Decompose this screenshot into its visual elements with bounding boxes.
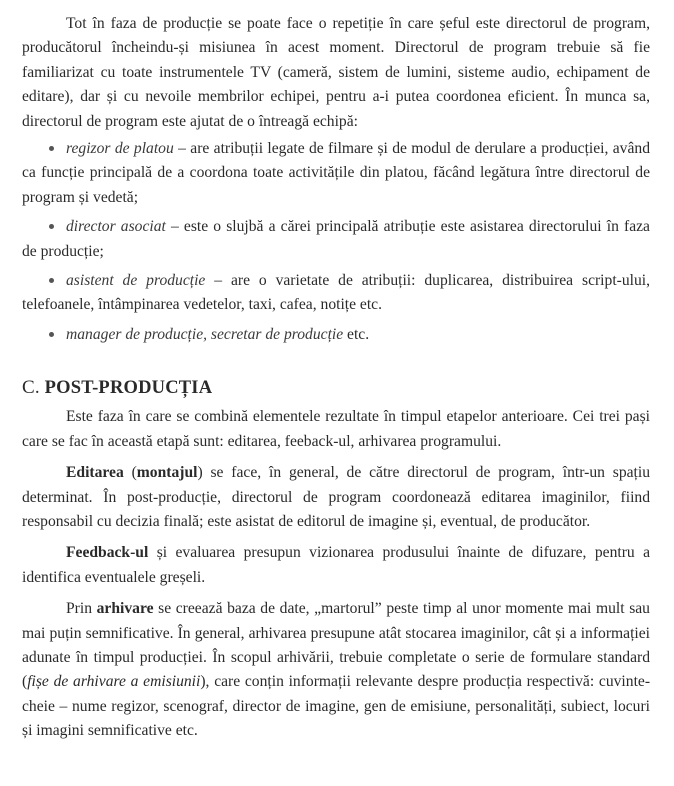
archive-forms-term: fișe de arhivare a emisiunii xyxy=(27,673,201,691)
editing-paragraph xyxy=(22,461,650,534)
document-page xyxy=(22,12,650,751)
role-term: asistent de producție xyxy=(66,272,206,290)
feedback-text: și evaluarea presupun vizionarea produsului înainte de difuzare, pentru a identifica eventualele greșeli. xyxy=(22,544,650,586)
list-item xyxy=(22,323,650,347)
bullet-icon xyxy=(49,224,54,229)
role-term: manager de producție, secretar de producție xyxy=(66,325,344,343)
section-heading xyxy=(22,375,650,401)
intro-paragraph: Tot în faza de producție se poate face o repetiție în care șeful este directorul de program, producătorul încheindu-și misiunea în acest moment. Directorul de program trebuie să fie familiarizat cu toate instrumentele TV (cameră, sistem de lumini, sisteme audio, echipament de editare), dar și cu nevoile membrilor echipei, pentru a-i putea coordonea eficient. În munca sa, directorul de program este ajutat de o întreagă echipă: xyxy=(22,15,650,130)
archiving-lead: Prin xyxy=(66,600,97,618)
archiving-text-end: ), care conțin informații relevante despre producția respectivă: cuvinte-cheie – nume regizor, scenograf, director de imagine, gen de emisiune, personalități, subiect, locuri și imagini semnificative etc. xyxy=(22,673,651,740)
bullet-icon xyxy=(49,278,54,283)
feedback-paragraph xyxy=(22,541,650,590)
role-term: regizor de platou xyxy=(66,140,174,158)
archiving-text: se creează baza de date, „martorul” peste timp al unor momente mai mult sau mai puțin semnificative. În general, arhivarea presupune atât stocarea imaginilor, cât și a informației adunate în timpul producției. În scopul arhivării, trebuie completate o serie de formulare standard ( xyxy=(22,600,650,691)
bullet-icon xyxy=(49,146,54,151)
paren-open: ( xyxy=(123,464,137,482)
role-term: director asociat xyxy=(66,218,166,236)
list-item xyxy=(22,137,650,210)
section-letter: C. xyxy=(22,377,40,399)
role-description: – este o slujbă a cărei principală atribuție este asistarea directorului în faza de producție; xyxy=(22,218,650,260)
team-list xyxy=(22,137,650,347)
role-description: – are o varietate de atribuții: duplicarea, distribuirea script-ului, telefoanele, întâmpinarea vedetelor, taxi, cafea, notițe etc. xyxy=(22,272,650,314)
editing-text: ) se face, în general, de către directorul de program, într-un spațiu determinat. În post-producție, directorul de program coordonează editarea imaginilor, fiind responsabil cu decizia finală; este asistat de editorul de imagine și, eventual, de producător. xyxy=(22,464,650,530)
editing-term: Editarea xyxy=(66,464,124,482)
feedback-term: Feedback-ul xyxy=(66,544,149,562)
archiving-paragraph xyxy=(22,597,650,743)
section-title: POST-PRODUCȚIA xyxy=(44,378,213,399)
role-description: – are atribuții legate de filmare și de modul de derulare a producției, având ca funcție principală de a coordona toate activitățile din platou, făcând legătura între directorul de program și vedetă; xyxy=(22,140,650,206)
list-item xyxy=(22,269,650,318)
post-production-intro: Este faza în care se combină elementele rezultate în timpul etapelor anterioare. Cei trei pași care se fac în această etapă sunt: editarea, feeback-ul, arhivarea programului. xyxy=(22,408,650,450)
role-description: etc. xyxy=(343,325,370,343)
bullet-icon xyxy=(49,332,54,337)
montage-term: montajul xyxy=(136,464,198,482)
archiving-term: arhivare xyxy=(96,600,154,618)
list-item xyxy=(22,215,650,264)
